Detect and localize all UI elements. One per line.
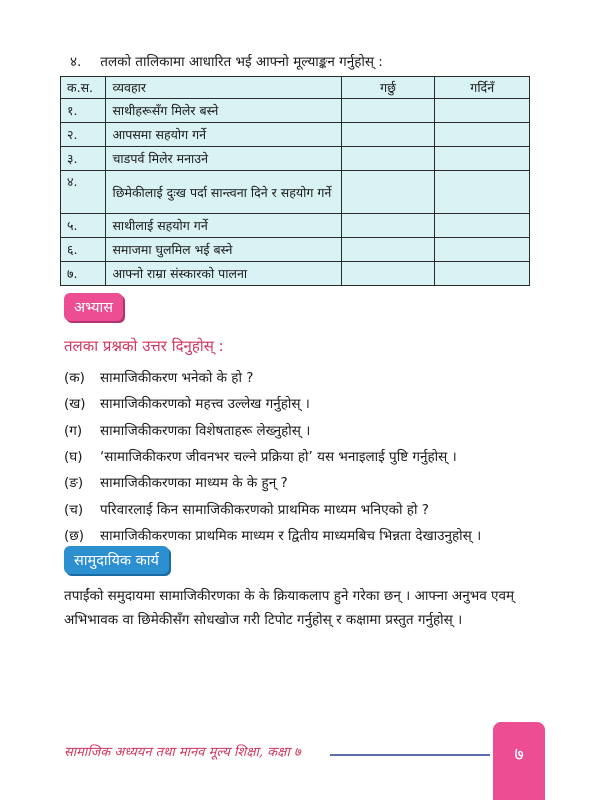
row-do-cell[interactable] [341,238,435,262]
row-sn: ३. [61,147,106,171]
row-dont-cell[interactable] [435,238,530,262]
table-row [61,238,530,262]
question-text: सामाजिकीकरण भनेको के हो ? [100,370,254,387]
evaluation-table [60,76,530,286]
exercise-instruction: तलका प्रश्नको उत्तर दिनुहोस् : [64,337,224,355]
question-text: सामाजिकीकरणका माध्यम के के हुन् ? [100,475,288,492]
row-behavior: आफ्नो राम्रा संस्कारको पालना [106,262,341,286]
page-number: ७ [493,722,545,800]
row-behavior: साथीलाई सहयोग गर्ने [106,214,341,238]
row-do-cell[interactable] [341,99,435,123]
list-item [64,390,544,416]
question-text: परिवारलाई किन सामाजिकीकरणको प्राथमिक माध्यम भनिएको हो ? [100,501,429,518]
row-dont-cell[interactable] [435,99,530,123]
table-row [61,214,530,238]
question-label: (क) [64,370,85,387]
row-do-cell[interactable] [341,171,435,214]
question-label: (ङ) [64,475,84,492]
row-sn: ७. [61,262,106,286]
row-behavior: चाडपर्व मिलेर मनाउने [106,147,341,171]
question-text: सामाजिकीकरणका विशेषताहरू लेख्नुहोस् । [100,422,311,439]
question-text: ‘सामाजिकीकरण जीवनभर चल्ने प्रक्रिया हो’ यस भनाइलाई पुष्टि गर्नुहोस् । [100,449,457,466]
table-row [61,123,530,147]
footer-book-title: सामाजिक अध्ययन तथा मानव मूल्य शिक्षा, कक्षा ७ [64,745,301,760]
row-behavior: छिमेकीलाई दुःख पर्दा सान्त्वना दिने र सहयोग गर्ने [106,171,341,214]
question-4 [70,52,383,70]
question-text: सामाजिकीकरणका प्राथमिक माध्यम र द्वितीय माध्यमबिच भिन्नता देखाउनुहोस् । [100,527,482,544]
question-label: (घ) [64,449,83,466]
list-item [64,364,544,390]
row-do-cell[interactable] [341,123,435,147]
row-sn: ५. [61,214,106,238]
row-dont-cell[interactable] [435,147,530,171]
row-do-cell[interactable] [341,214,435,238]
table-row [61,262,530,286]
row-dont-cell[interactable] [435,171,530,214]
community-text: तपाईंको समुदायमा सामाजिकीरणका के के क्रियाकलाप हुने गरेका छन् । आफ्ना अनुभव एवम् अभिभावक वा छिमेकीसँग सोधखोज गरी टिपोट गर्नुहोस् र कक्षामा प्रस्तुत गर्नुहोस् । [64,588,515,628]
table-row [61,147,530,171]
row-do-cell[interactable] [341,147,435,171]
row-behavior: साथीहरूसँग मिलेर बस्ने [106,99,341,123]
community-badge: सामुदायिक कार्य [64,546,169,574]
header-dont: गर्दिनँ [435,77,530,99]
footer-divider [330,754,490,756]
row-behavior: आपसमा सहयोग गर्ने [106,123,341,147]
row-dont-cell[interactable] [435,262,530,286]
row-dont-cell[interactable] [435,123,530,147]
list-item [64,443,544,469]
row-sn: ४. [61,171,106,214]
header-do: गर्छु [341,77,435,99]
list-item [64,522,544,548]
row-sn: १. [61,99,106,123]
row-sn: २. [61,123,106,147]
question-label: (छ) [64,527,84,544]
table-row [61,99,530,123]
header-sn: क.स. [61,77,106,99]
question-label: (ख) [64,396,86,413]
question-label: (ग) [64,422,83,439]
question-4-text: तलको तालिकामा आधारित भई आफ्नो मूल्याङ्कन गर्नुहोस् : [100,54,383,70]
row-do-cell[interactable] [341,262,435,286]
question-4-number: ४. [70,54,82,70]
table-header-row [61,77,530,99]
question-list [64,364,544,548]
row-dont-cell[interactable] [435,214,530,238]
header-behavior: व्यवहार [106,77,341,99]
question-label: (च) [64,501,84,518]
list-item [64,495,544,521]
table-row [61,171,530,214]
list-item [64,417,544,443]
question-text: सामाजिकीकरणको महत्त्व उल्लेख गर्नुहोस् । [100,396,310,413]
exercise-badge: अभ्यास [64,293,123,321]
row-sn: ६. [61,238,106,262]
list-item [64,469,544,495]
row-behavior: समाजमा घुलमिल भई बस्ने [106,238,341,262]
